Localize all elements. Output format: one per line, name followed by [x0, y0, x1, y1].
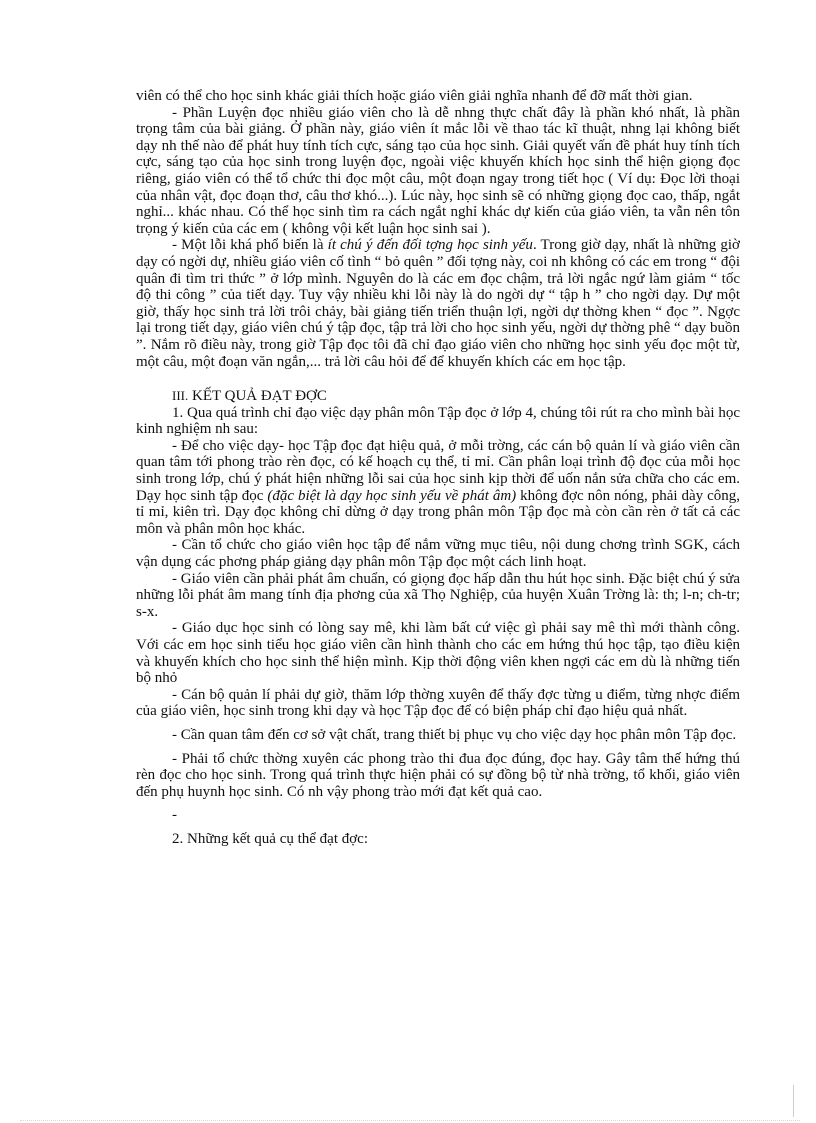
paragraph-lesson-4: - Giáo dục học sinh có lòng say mê, khi làm bất cứ việc gì phải say mê thì mới thành công. Với các em học sinh tiểu học giáo viên cần hình thành cho các em hứng thú học tập, tạo điều kiện và khuyến khích cho học sinh thể hiện mình. Kịp thời động viên khen ngợi các em dù là những tiến bộ nhỏ: [136, 620, 740, 687]
section-title: KẾT QUẢ ĐẠT ĐỢC: [192, 388, 327, 405]
section-number: III.: [172, 388, 189, 404]
paragraph-results-heading: 2. Những kết quả cụ thể đạt đợc:: [172, 830, 369, 847]
document-page: [136, 88, 740, 848]
paragraph-lesson-2: - Cần tổ chức cho giáo viên học tập để nắm vững mục tiêu, nội dung chơng trình SGK, cách vận dụng các phơng pháp giảng dạy phân môn Tập đọc một cách linh hoạt.: [136, 537, 740, 571]
italic-emphasis: (đặc biệt là dạy học sinh yếu về phát âm): [267, 487, 517, 504]
paragraph-lesson-5: - Cán bộ quản lí phải dự giờ, thăm lớp thờng xuyên để thấy đợc từng u điểm, từng nhợc điểm của giáo viên, học sinh trong khi dạy và học Tập đọc để có biện pháp chỉ đạo hiệu quả nhất.: [136, 686, 740, 720]
dash-line: -: [172, 807, 177, 824]
paragraph-lesson-6: - Cần quan tâm đến cơ sở vật chất, trang thiết bị phục vụ cho việc dạy học phân môn Tập đọc.: [172, 726, 737, 743]
section-heading: [136, 388, 740, 405]
page-bottom-border: [20, 1120, 800, 1121]
paragraph-lesson-1: [136, 438, 740, 538]
paragraph-lesson-3: - Giáo viên cần phải phát âm chuẩn, có giọng đọc hấp dẫn thu hút học sinh. Đặc biệt chú ý sửa những lỗi phát âm mang tính địa phơng của xã Thọ Nghiệp, của huyện Xuân Trờng là: th; l-n; ch-tr; s-x.: [136, 570, 740, 620]
text-segment: . Trong giờ dạy, nhất là những giờ dạy có ngời dự, nhiều giáo viên cố tình “ bỏ quên ” đối tợng này, coi nh không có các em trong “ đội quân đi tìm tri thức ” ở lớp mình. Nguyên do là các em đọc chậm, trả lời ngắc ngứ làm giảm “ tốc độ thi công ” của tiết dạy. Tuy vậy nhiều khi lỗi này là do ngời dự “ tập h ” cho ngời dạy. Dự một giờ, thấy học sinh trả lời trôi chảy, bài giảng tiến triển thuận lợi, ngời dự thờng khen “ đọc ”. Ngợc lại trong tiết dạy, giáo viên chú ý tập đọc, tập trả lời cho học sinh yếu, ngời dự thờng phê “ dạy buồn ”. Nắm rõ điều này, trong giờ Tập đọc tôi đã chỉ đạo giáo viên cho những học sinh yếu đọc một từ, một câu, một đoạn văn ngắn,... trả lời câu hỏi để để khuyến khích các em học tập.: [136, 237, 740, 370]
paragraph-continuation: viên có thể cho học sinh khác giải thích hoặc giáo viên giải nghĩa nhanh để đỡ mất thời gian.: [136, 88, 693, 104]
paragraph-reading-practice: - Phần Luyện đọc nhiều giáo viên cho là dễ nhng thực chất đây là phần khó nhất, là phần trọng tâm của bài giảng. Ở phần này, giáo viên ít mắc lỗi về thao tác kĩ thuật, nhng lại không biết dạy nh thế nào để phát huy tính tích cực, sáng tạo của học sinh. Giải quyết vấn đề phát huy tính tích cực, sáng tạo của học sinh trong luyện đọc, ngoài việc khuyến khích học sinh thể hiện giọng đọc riêng, giáo viên có thể tổ chức thi đọc một câu, một đoạn ngay trong tiết học ( Ví dụ: Đọc lời thoại của nhân vật, đọc đoạn thơ, câu thơ khó...). Lúc này, học sinh sẽ có những giọng đọc cao, thấp, ngắt nghỉ... khác nhau. Có thể học sinh tìm ra cách ngắt nghỉ khác dự kiến của giáo viên, ta vẫn nên tôn trọng ý kiến của các em ( không vội kết luận học sinh sai ).: [136, 104, 740, 237]
paragraph-lessons-intro: 1. Qua quá trình chỉ đạo việc dạy phân môn Tập đọc ở lớp 4, chúng tôi rút ra cho mình bài học kinh nghiệm nh sau:: [136, 404, 740, 438]
text-segment: không đợc nôn nóng, phải dày công, tỉ mỉ, kiên trì. Dạy đọc không chỉ dừng ở dạy trong phân môn Tập đọc mà còn cần rèn ở tất cả các môn và phân môn học khác.: [136, 487, 741, 537]
paragraph-lesson-7: - Phải tổ chức thờng xuyên các phong trào thi đua đọc đúng, đọc hay. Gây tâm thế hứng thú rèn đọc cho học sinh. Trong quá trình thực hiện phải có sự đồng bộ từ nhà trờng, tổ khối, giáo viên đến phụ huynh học sinh. Có nh vậy phong trào mới đạt kết quả cao.: [136, 750, 740, 800]
margin-line: [793, 1085, 794, 1117]
paragraph-weak-students: [136, 237, 740, 370]
text-segment: - Một lỗi khá phổ biến là: [172, 237, 328, 254]
italic-emphasis: ít chú ý đến đối tợng học sinh yếu: [327, 237, 533, 254]
text-segment: - Để cho việc dạy- học Tập đọc đạt hiệu quả, ở mỗi trờng, các cán bộ quản lí và giáo viên cần quan tâm tới phong trào rèn đọc, có kế hoạch cụ thể, tỉ mỉ. Cần phân loại trình độ đọc của mỗi học sinh trong lớp, chú ý phát hiện những lỗi sai của học sinh kịp thời để uốn nắn sửa chữa cho các em. Dạy học sinh tập đọc: [136, 437, 740, 504]
